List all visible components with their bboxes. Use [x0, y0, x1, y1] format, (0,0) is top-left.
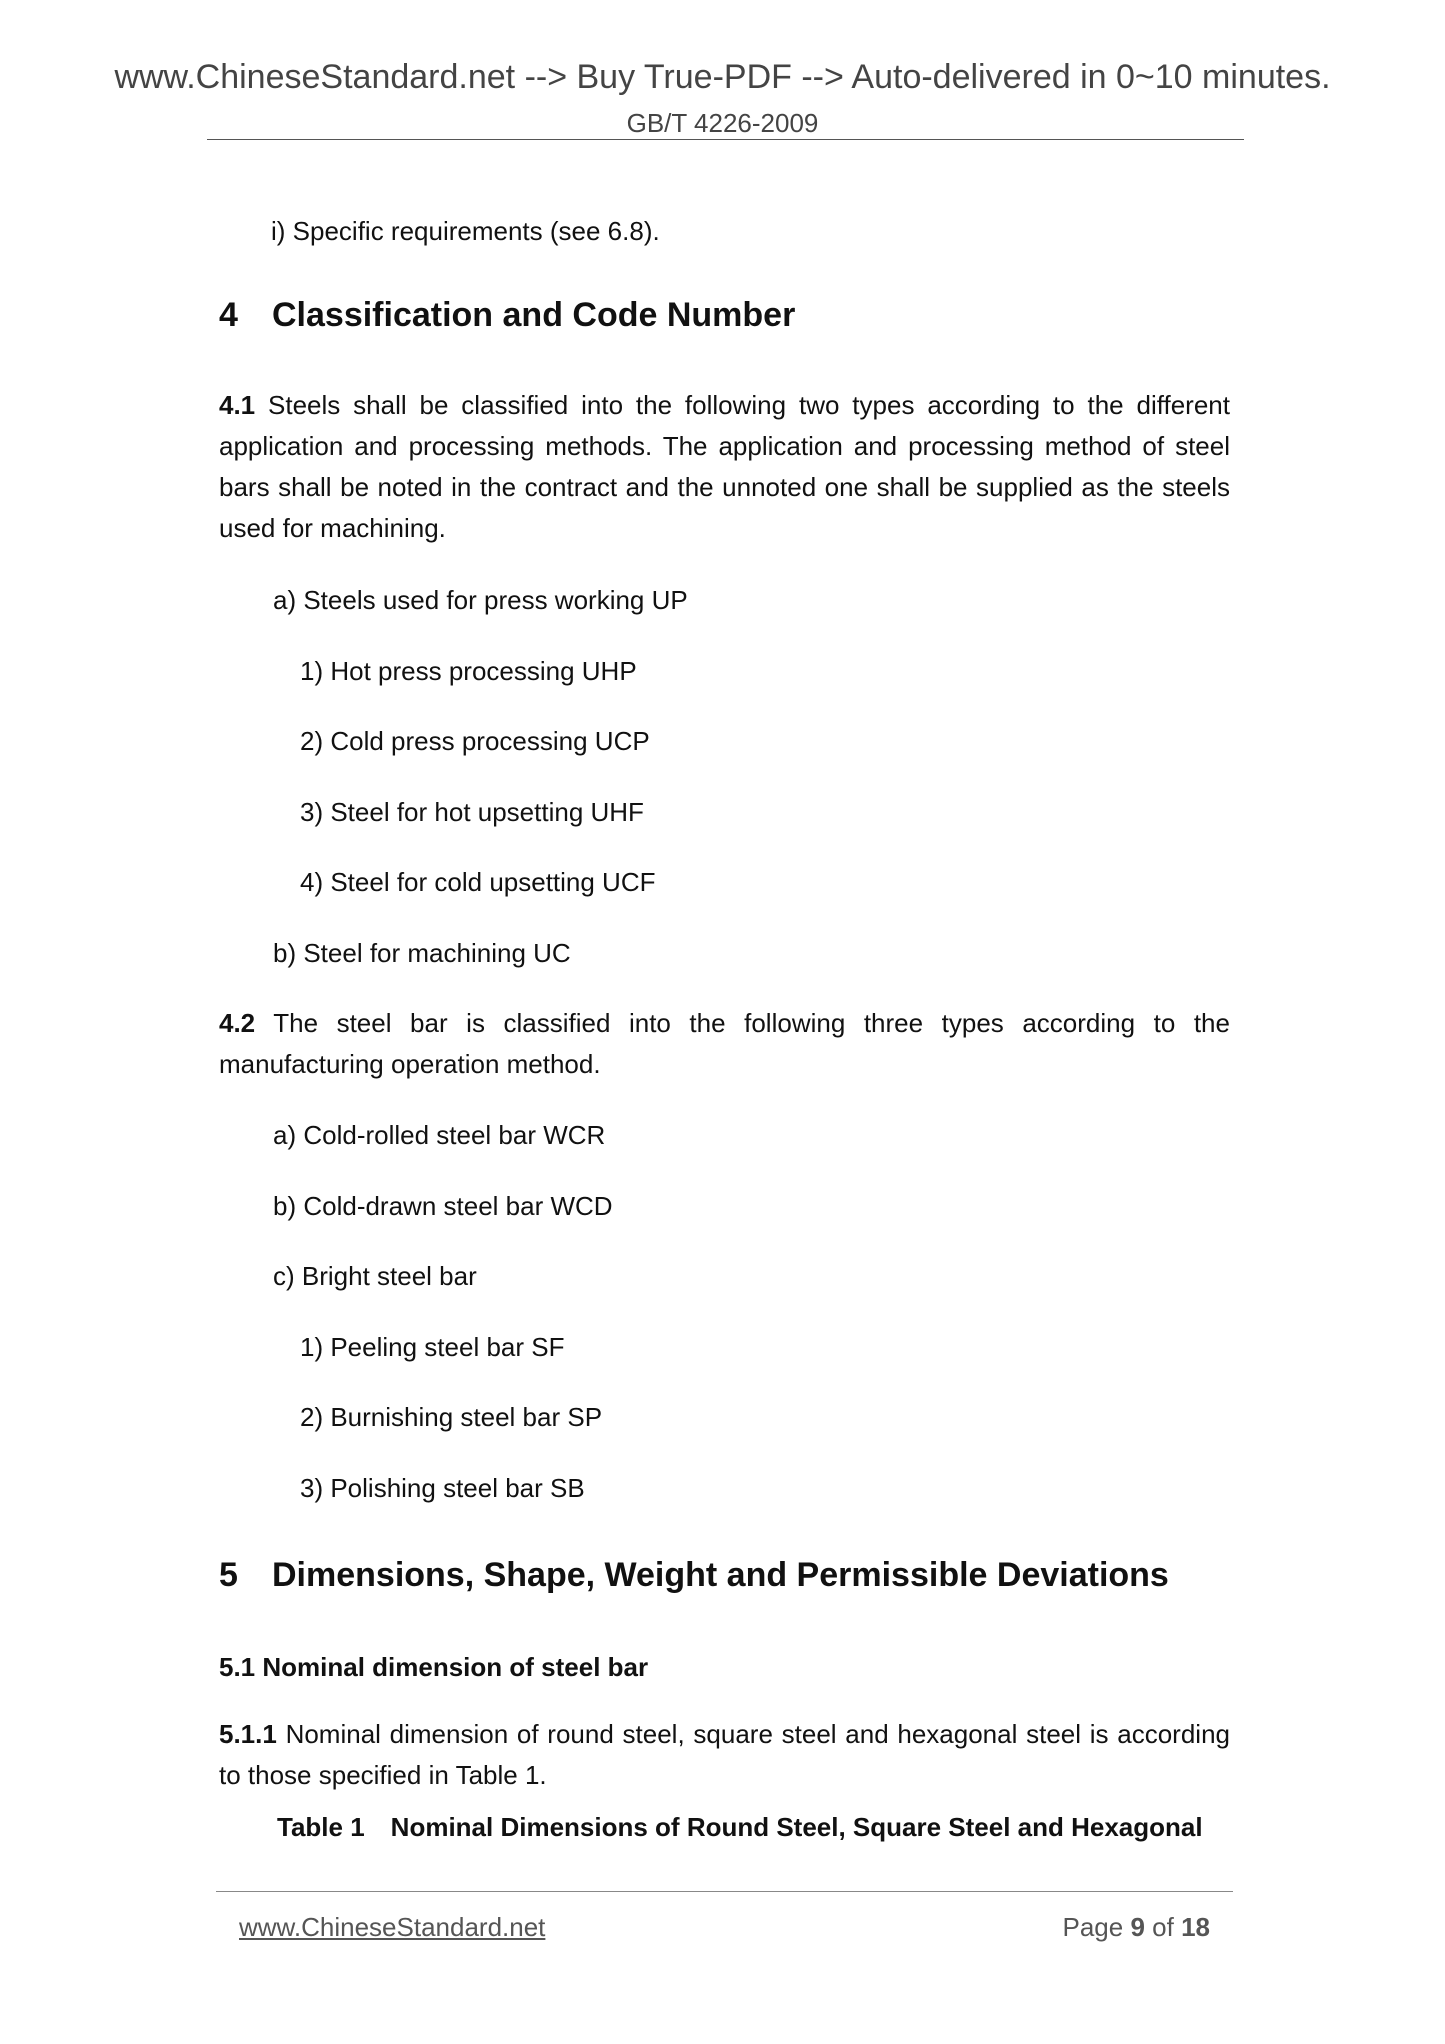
list-item: 1) Peeling steel bar SF — [300, 1332, 565, 1362]
page-label: Page — [1062, 1912, 1124, 1942]
footer-divider — [216, 1891, 1233, 1892]
section-5-title: Dimensions, Shape, Weight and Permissible Deviations — [272, 1556, 1169, 1594]
page-of: of — [1152, 1912, 1174, 1942]
list-item: a) Steels used for press working UP — [273, 585, 688, 615]
header-divider — [207, 139, 1244, 140]
list-item: c) Bright steel bar — [273, 1261, 477, 1291]
list-item: 2) Burnishing steel bar SP — [300, 1402, 603, 1432]
clause-4-1-text: Steels shall be classified into the following two types according to the different application and processing methods. The application and processing method of steel bars shall be noted in the contract and the unnoted one shall be supplied as the steels used for machining. — [219, 390, 1230, 543]
list-item: 4) Steel for cold upsetting UCF — [300, 867, 656, 897]
section-4-number: 4 — [219, 296, 238, 334]
clause-4-1-number: 4.1 — [219, 390, 256, 420]
clause-4-2-number: 4.2 — [219, 1008, 256, 1038]
clause-5-1-1-text: Nominal dimension of round steel, square steel and hexagonal steel is according to those specified in Table 1. — [219, 1719, 1230, 1790]
page-total: 18 — [1181, 1912, 1210, 1942]
footer-site-link[interactable]: www.ChineseStandard.net — [239, 1912, 546, 1942]
table-1-number: Table 1 — [277, 1812, 365, 1842]
page-current: 9 — [1130, 1912, 1145, 1942]
standard-code: GB/T 4226-2009 — [626, 108, 819, 138]
table-1-caption — [277, 1812, 1230, 1843]
list-item: 1) Hot press processing UHP — [300, 656, 637, 686]
list-item: b) Steel for machining UC — [273, 938, 571, 968]
section-5-heading — [219, 1556, 1169, 1595]
list-item: 3) Polishing steel bar SB — [300, 1473, 585, 1503]
list-item: b) Cold-drawn steel bar WCD — [273, 1191, 613, 1221]
clause-4-2-text: The steel bar is classified into the following three types according to the manufacturing operation method. — [219, 1008, 1230, 1079]
table-1-title: Nominal Dimensions of Round Steel, Square Steel and Hexagonal — [390, 1812, 1203, 1842]
clause-5-1-1-number: 5.1.1 — [219, 1719, 277, 1749]
page-number — [1062, 1912, 1210, 1943]
clause-5-1-1 — [219, 1714, 1230, 1796]
clause-5-1-heading: 5.1 Nominal dimension of steel bar — [219, 1652, 649, 1682]
list-item: 3) Steel for hot upsetting UHF — [300, 797, 644, 827]
clause-4-1 — [219, 385, 1230, 549]
list-item: a) Cold-rolled steel bar WCR — [273, 1120, 606, 1150]
section-4-heading — [219, 296, 795, 335]
list-item-i: i) Specific requirements (see 6.8). — [271, 216, 660, 246]
clause-4-2 — [219, 1003, 1230, 1085]
section-4-title: Classification and Code Number — [272, 296, 796, 334]
section-5-number: 5 — [219, 1556, 238, 1594]
list-item: 2) Cold press processing UCP — [300, 726, 650, 756]
header-banner: www.ChineseStandard.net --> Buy True-PDF --> Auto-delivered in 0~10 minutes. — [114, 58, 1331, 96]
